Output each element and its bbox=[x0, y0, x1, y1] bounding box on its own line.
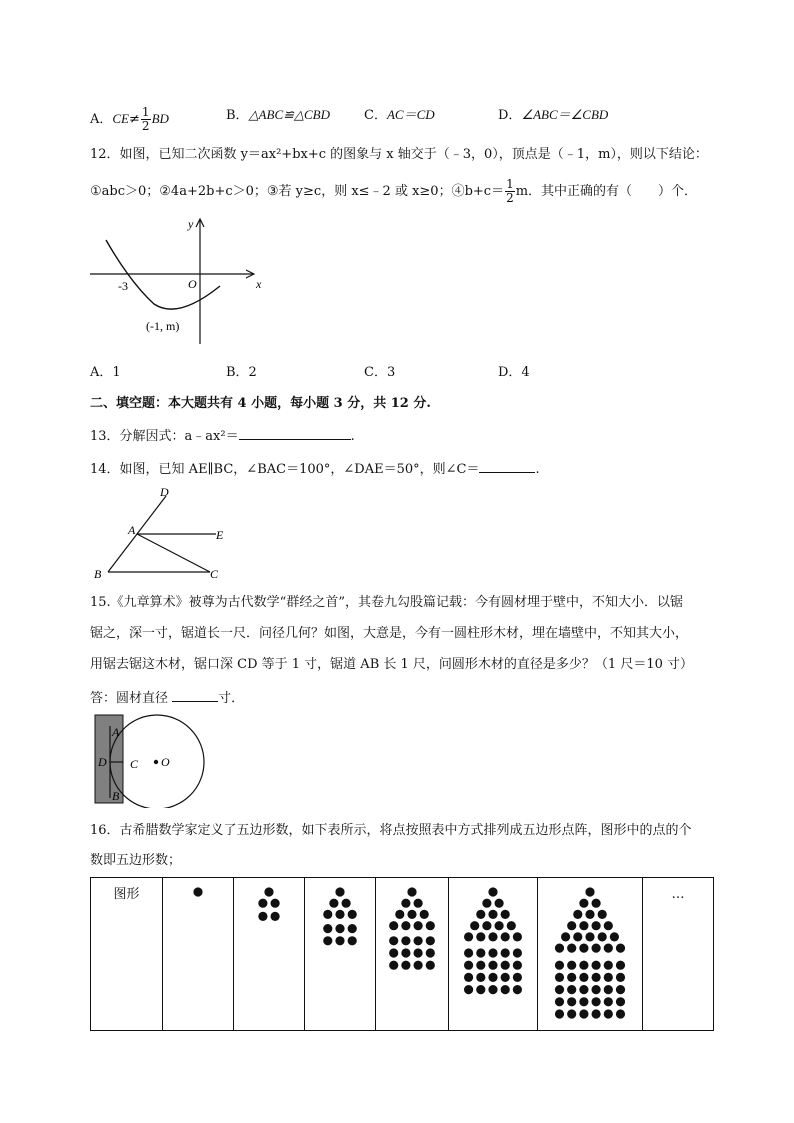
table-header-cell: 图形 bbox=[91, 878, 163, 1031]
dot bbox=[592, 921, 601, 930]
fraction: $\frac{1}{2}$ bbox=[141, 105, 150, 133]
q15-line-2: 锯之，深一寸，锯道长一尺．问径几何？如图，大意是，今有一圆柱形木材，埋在墙壁中，不知其大小， bbox=[90, 626, 689, 641]
dot bbox=[501, 910, 510, 919]
dot bbox=[495, 921, 504, 930]
pentagon-cell-5 bbox=[449, 878, 538, 1031]
dot bbox=[335, 924, 344, 933]
dot bbox=[555, 985, 564, 994]
point-A-label: A bbox=[128, 523, 136, 537]
dot bbox=[507, 921, 516, 930]
dot bbox=[464, 961, 473, 970]
dot bbox=[616, 1009, 625, 1018]
x-axis-label: x bbox=[256, 277, 262, 291]
dot bbox=[573, 910, 582, 919]
dot bbox=[258, 912, 267, 921]
q11-option-a: A．CE≠ $\frac{1}{2}$ BD bbox=[90, 105, 169, 133]
dot bbox=[579, 921, 588, 930]
dot bbox=[567, 985, 576, 994]
ellipsis-cell: … bbox=[643, 878, 714, 1031]
q12-stem: 12．如图，已知二次函数 y＝ax²+bx+c 的图象与 x 轴交于（﹣3，0），顶点是（﹣1，m），则以下结论： bbox=[90, 147, 708, 162]
point-C-label: C bbox=[210, 567, 219, 581]
dot bbox=[579, 985, 588, 994]
q16-line-1: 16．古希腊数学家定义了五边形数，如下表所示，将点按照表中方式排列成五边形点阵，图形中的点的个 bbox=[90, 823, 692, 838]
dot bbox=[488, 985, 497, 994]
dot bbox=[592, 899, 601, 908]
q12-option-b: B．2 bbox=[226, 365, 257, 380]
dot bbox=[414, 921, 423, 930]
section-heading: 二、填空题：本大题共有 4 小题，每小题 3 分，共 12 分. bbox=[90, 396, 431, 411]
dot bbox=[513, 961, 522, 970]
dot bbox=[482, 921, 491, 930]
point-B-label: B bbox=[94, 567, 102, 581]
dot bbox=[488, 948, 497, 957]
q15-line-3: 用锯去锯这木材，锯口深 CD 等于 1 寸，锯道 AB 长 1 尺，问圆形木材的直径是多少？（1 尺＝10 寸） bbox=[90, 657, 693, 672]
dot bbox=[329, 899, 338, 908]
dot bbox=[335, 910, 344, 919]
dot bbox=[258, 899, 267, 908]
q12-option-c: C．3 bbox=[364, 365, 396, 380]
dot bbox=[193, 887, 202, 896]
dot bbox=[264, 887, 273, 896]
q14-figure bbox=[88, 484, 238, 584]
dot bbox=[476, 985, 485, 994]
pentagon-cell-4 bbox=[376, 878, 449, 1031]
q14-stem: 14．如图，已知 AE∥BC，∠BAC＝100°，∠DAE＝50°，则∠C＝ . bbox=[90, 458, 540, 479]
dot bbox=[616, 973, 625, 982]
vertex-label: (-1, m) bbox=[146, 319, 180, 333]
dot bbox=[335, 887, 344, 896]
point-A-label: A bbox=[112, 725, 120, 739]
dot bbox=[401, 948, 410, 957]
dot bbox=[555, 944, 564, 953]
dot bbox=[604, 921, 613, 930]
dot bbox=[414, 961, 423, 970]
dot bbox=[389, 948, 398, 957]
dot bbox=[579, 973, 588, 982]
q12-parabola-graph bbox=[88, 212, 268, 352]
q12-option-a: A．1 bbox=[90, 365, 121, 380]
dot bbox=[555, 1009, 564, 1018]
pentagon-cell-2 bbox=[234, 878, 305, 1031]
q15-line-1: 15.《九章算术》被尊为古代数学“群经之首”，其卷九勾股篇记载：今有圆材埋于壁中，不知大小．以锯 bbox=[90, 595, 683, 610]
fraction: $\frac{1}{2}$ bbox=[506, 177, 514, 205]
dot bbox=[401, 936, 410, 945]
y-axis-label: y bbox=[188, 217, 194, 231]
pentagonal-table bbox=[90, 877, 714, 1031]
dot bbox=[592, 973, 601, 982]
dot bbox=[579, 899, 588, 908]
dot bbox=[426, 921, 435, 930]
dot bbox=[470, 921, 479, 930]
dot bbox=[401, 921, 410, 930]
dot bbox=[323, 936, 332, 945]
dot bbox=[348, 924, 357, 933]
dot bbox=[501, 932, 510, 941]
q15-answer: 答：圆材直径 寸． bbox=[90, 687, 244, 708]
dot bbox=[604, 944, 613, 953]
dot bbox=[323, 910, 332, 919]
dot bbox=[573, 932, 582, 941]
dot bbox=[414, 936, 423, 945]
dot bbox=[579, 944, 588, 953]
dot bbox=[598, 910, 607, 919]
dot bbox=[395, 910, 404, 919]
pentagon-dots-4 bbox=[376, 878, 448, 1026]
dot bbox=[420, 910, 429, 919]
dot bbox=[616, 944, 625, 953]
dot bbox=[561, 932, 570, 941]
dot bbox=[464, 985, 473, 994]
pentagon-cell-1 bbox=[163, 878, 234, 1031]
answer-blank bbox=[479, 458, 535, 473]
dot bbox=[488, 973, 497, 982]
dot bbox=[389, 936, 398, 945]
dot bbox=[579, 961, 588, 970]
dot bbox=[567, 921, 576, 930]
dot bbox=[407, 887, 416, 896]
point-O-label: O bbox=[161, 755, 170, 769]
dot bbox=[598, 932, 607, 941]
dot bbox=[501, 973, 510, 982]
pentagon-dots-5 bbox=[449, 878, 537, 1026]
dot bbox=[476, 948, 485, 957]
dot bbox=[476, 961, 485, 970]
dot bbox=[401, 961, 410, 970]
dot bbox=[604, 1009, 613, 1018]
dot bbox=[501, 948, 510, 957]
dot bbox=[323, 924, 332, 933]
dot bbox=[513, 948, 522, 957]
dot bbox=[579, 997, 588, 1006]
dot bbox=[488, 887, 497, 896]
answer-blank bbox=[239, 425, 351, 440]
dot bbox=[501, 985, 510, 994]
dot bbox=[555, 997, 564, 1006]
dot bbox=[401, 899, 410, 908]
dot bbox=[501, 961, 510, 970]
point-D-label: D bbox=[98, 755, 107, 769]
point-E-label: E bbox=[216, 528, 224, 542]
dot bbox=[488, 932, 497, 941]
dot bbox=[476, 910, 485, 919]
pentagon-cell-6 bbox=[538, 878, 643, 1031]
q12-option-d: D．4 bbox=[498, 365, 530, 380]
dot bbox=[592, 985, 601, 994]
dot bbox=[567, 961, 576, 970]
dot bbox=[271, 899, 280, 908]
dot bbox=[585, 910, 594, 919]
q11-option-b: B．△ABC≌△CBD bbox=[226, 107, 331, 123]
dot bbox=[604, 997, 613, 1006]
dot bbox=[414, 948, 423, 957]
answer-blank bbox=[172, 687, 218, 702]
dot bbox=[592, 961, 601, 970]
dot bbox=[464, 932, 473, 941]
dot bbox=[342, 899, 351, 908]
q13-stem: 13．分解因式：a﹣ax²＝ . bbox=[90, 425, 355, 446]
dot bbox=[407, 910, 416, 919]
dot bbox=[604, 973, 613, 982]
dot bbox=[476, 973, 485, 982]
dot bbox=[567, 1009, 576, 1018]
dot bbox=[482, 899, 491, 908]
dot bbox=[476, 932, 485, 941]
dot bbox=[426, 936, 435, 945]
dot bbox=[585, 887, 594, 896]
pentagon-dots-6 bbox=[538, 878, 642, 1026]
dot bbox=[426, 948, 435, 957]
dot bbox=[513, 973, 522, 982]
dot bbox=[513, 985, 522, 994]
q12-conclusions: ①abc＞0；②4a+2b+c＞0；③若 y≥c，则 x≤﹣2 或 x≥0；④b+c＝ $\frac{1}{2}$ m．其中正确的有（ ）个． bbox=[90, 177, 698, 205]
q11-option-d: D．∠ABC＝∠CBD bbox=[498, 107, 609, 123]
dot bbox=[495, 899, 504, 908]
dot bbox=[592, 944, 601, 953]
dot bbox=[585, 932, 594, 941]
dot bbox=[604, 961, 613, 970]
dot bbox=[592, 1009, 601, 1018]
point-B-label: B bbox=[112, 789, 120, 803]
dot bbox=[426, 961, 435, 970]
q11-option-c: C．AC＝CD bbox=[364, 107, 435, 123]
pentagon-dots-3 bbox=[305, 878, 375, 1026]
pentagon-cell-3 bbox=[305, 878, 376, 1031]
point-C-label: C bbox=[130, 757, 139, 771]
dot bbox=[464, 973, 473, 982]
dot bbox=[488, 961, 497, 970]
dot bbox=[271, 912, 280, 921]
dot bbox=[513, 932, 522, 941]
dot bbox=[610, 932, 619, 941]
dot bbox=[592, 997, 601, 1006]
center-point bbox=[154, 760, 158, 764]
dot bbox=[616, 985, 625, 994]
dot bbox=[567, 973, 576, 982]
dot bbox=[567, 944, 576, 953]
dot bbox=[414, 899, 423, 908]
dot bbox=[488, 910, 497, 919]
dot bbox=[616, 961, 625, 970]
root-label: -3 bbox=[118, 279, 128, 293]
dot bbox=[555, 973, 564, 982]
dot bbox=[616, 997, 625, 1006]
dot bbox=[348, 910, 357, 919]
point-D-label: D bbox=[160, 485, 169, 499]
dot bbox=[389, 921, 398, 930]
dot bbox=[555, 961, 564, 970]
q15-figure bbox=[90, 712, 210, 808]
dot bbox=[348, 936, 357, 945]
q16-line-2: 数即五边形数； bbox=[90, 853, 182, 868]
pentagon-dots-1 bbox=[163, 878, 233, 1026]
dot bbox=[335, 936, 344, 945]
pentagon-dots-2 bbox=[234, 878, 304, 1026]
dot bbox=[464, 948, 473, 957]
dot bbox=[567, 997, 576, 1006]
dot bbox=[389, 961, 398, 970]
line-AC bbox=[137, 534, 210, 572]
dot bbox=[579, 1009, 588, 1018]
origin-label: O bbox=[188, 277, 197, 291]
dot bbox=[604, 985, 613, 994]
